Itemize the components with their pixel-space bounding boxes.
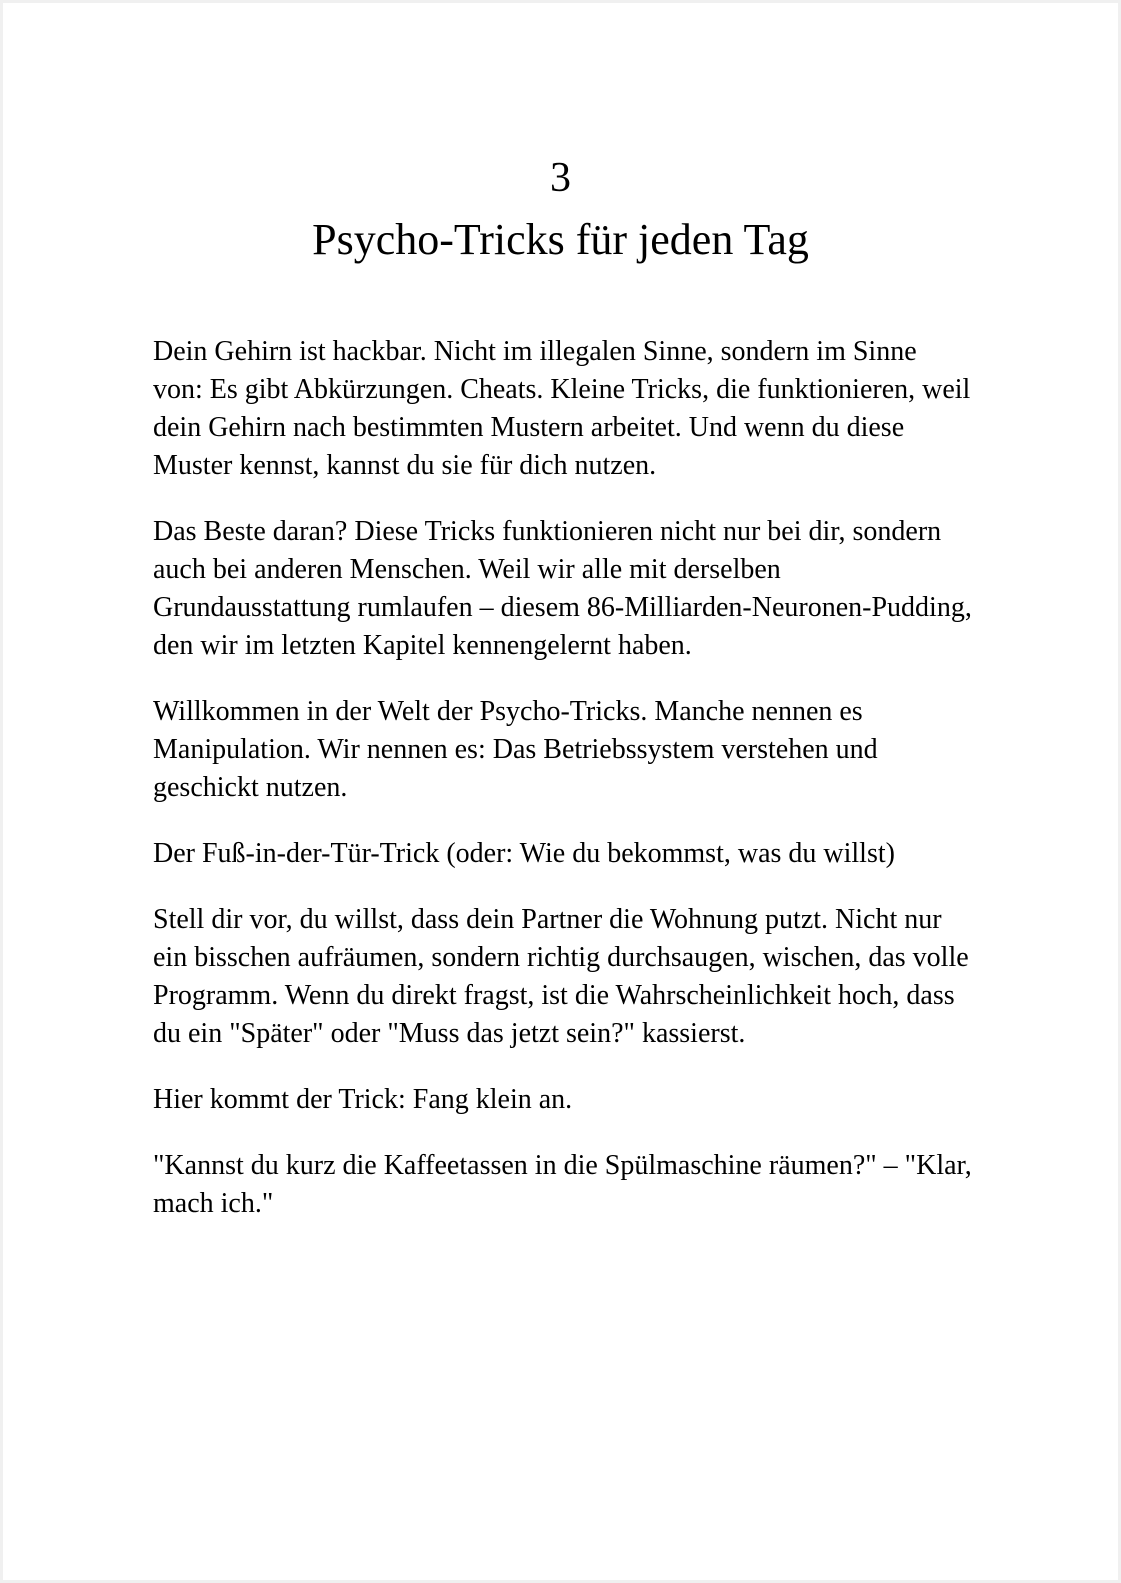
paragraph-best-part: Das Beste daran? Diese Tricks funktionieren nicht nur bei dir, sondern auch bei anderen Menschen. Weil wir alle mit derselben Grundausstattung rumlaufen – diesem 86-Milliarden-Neuronen-Pudding, den wir im letzten Kapitel kennengelernt haben. <box>153 516 972 661</box>
chapter-number: 3 <box>550 155 571 201</box>
paragraph-partner-cleaning-example: Stell dir vor, du willst, dass dein Partner die Wohnung putzt. Nicht nur ein bisschen aufräumen, sondern richtig durchsaugen, wischen, das volle Programm. Wenn du direkt fragst, ist die Wahrscheinlichkeit hoch, dass du ein "Später" oder "Muss das jetzt sein?" kassierst. <box>153 904 969 1049</box>
document-page <box>3 3 1118 1580</box>
paragraph-welcome-psycho-tricks: Willkommen in der Welt der Psycho-Tricks. Manche nennen es Manipulation. Wir nennen es: Das Betriebssystem verstehen und geschickt nutzen. <box>153 696 878 803</box>
paragraph-foot-in-door-heading: Der Fuß-in-der-Tür-Trick (oder: Wie du bekommst, was du willst) <box>153 838 895 869</box>
chapter-title: Psycho-Tricks für jeden Tag <box>312 215 809 264</box>
body-text <box>153 333 973 1223</box>
paragraph-coffee-cups-dialogue: "Kannst du kurz die Kaffeetassen in die Spülmaschine räumen?" – "Klar, mach ich." <box>153 1150 972 1219</box>
paragraph-trick-start-small: Hier kommt der Trick: Fang klein an. <box>153 1084 573 1115</box>
chapter-header <box>3 151 1118 271</box>
paragraph-intro-brain-hackable: Dein Gehirn ist hackbar. Nicht im illegalen Sinne, sondern im Sinne von: Es gibt Abkürzungen. Cheats. Kleine Tricks, die funktionieren, weil dein Gehirn nach bestimmten Mustern arbeitet. Und wenn du diese Muster kennst, kannst du sie für dich nutzen. <box>153 336 971 481</box>
